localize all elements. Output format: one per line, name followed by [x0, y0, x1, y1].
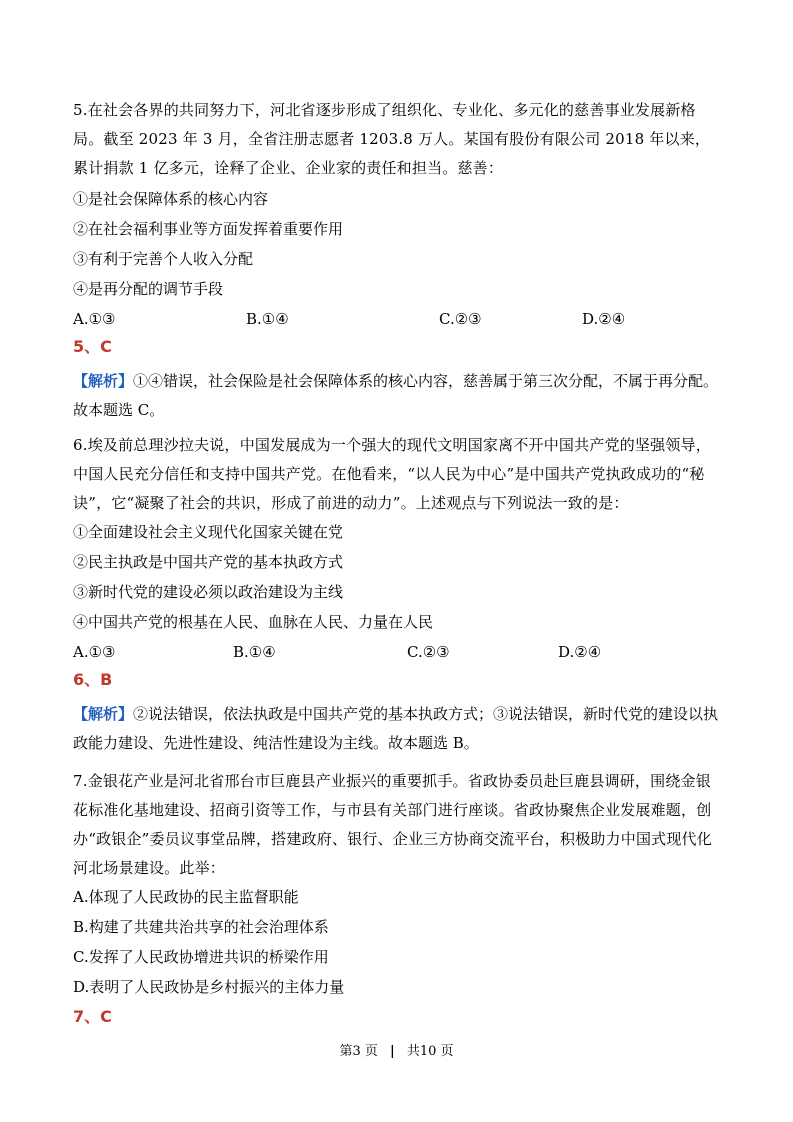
choice-c: C.②③ [439, 310, 482, 328]
choice-row [73, 642, 725, 670]
current-page: 第3 页 [339, 1044, 378, 1059]
answer-label: 5、C [73, 337, 112, 356]
choice-row [73, 309, 725, 337]
statement-item: ②民主执政是中国共产党的基本执政方式 [73, 553, 344, 571]
statement-item: ④是再分配的调节手段 [73, 280, 224, 298]
choice-d: D.②④ [582, 310, 626, 328]
answer-label: 7、C [73, 1007, 112, 1026]
choice-a: A.①③ [73, 643, 116, 661]
statement-item: ④中国共产党的根基在人民、血脉在人民、力量在人民 [73, 613, 434, 631]
footer-separator: | [389, 1044, 395, 1059]
answer-label: 6、B [73, 670, 113, 689]
question-6 [73, 431, 725, 758]
option-c: C.发挥了人民政协增进共识的桥梁作用 [73, 948, 329, 966]
option-b: B.构建了共建共治共享的社会治理体系 [73, 918, 329, 936]
question-7 [73, 767, 725, 1037]
statement-item: ③新时代党的建设必须以政治建设为主线 [73, 583, 344, 601]
analysis-text [73, 367, 725, 425]
analysis-body: ①④错误，社会保险是社会保障体系的核心内容，慈善属于第三次分配，不属于再分配。故本题选 C。 [73, 372, 719, 419]
statement-item: ②在社会福利事业等方面发挥着重要作用 [73, 220, 344, 238]
analysis-tag: 【解析】 [73, 372, 134, 390]
option-d: D.表明了人民政协是乡村振兴的主体力量 [73, 978, 345, 996]
question-5 [73, 96, 725, 425]
total-pages: 共10 页 [406, 1044, 454, 1059]
statement-item: ①全面建设社会主义现代化国家关键在党 [73, 523, 344, 541]
statement-item: ③有利于完善个人收入分配 [73, 250, 254, 268]
question-stem: 6.埃及前总理沙拉夫说，中国发展成为一个强大的现代文明国家离不开中国共产党的坚强领导，中国人民充分信任和支持中国共产党。在他看来，“以人民为中心”是中国共产党执政成功的“秘诀”，它“凝聚了社会的共识，形成了前进的动力”。上述观点与下列说法一致的是： [73, 436, 711, 512]
statement-item: ①是社会保障体系的核心内容 [73, 190, 269, 208]
choice-c: C.②③ [407, 643, 450, 661]
choice-b: B.①④ [233, 643, 276, 661]
analysis-body: ②说法错误，依法执政是中国共产党的基本执政方式；③说法错误，新时代党的建设以执政能力建设、先进性建设、纯洁性建设为主线。故本题选 B。 [73, 705, 719, 752]
choice-d: D.②④ [558, 643, 602, 661]
analysis-text [73, 700, 725, 758]
choice-a: A.①③ [73, 310, 116, 328]
question-stem: 7.金银花产业是河北省邢台市巨鹿县产业振兴的重要抓手。省政协委员赴巨鹿县调研，围绕金银花标准化基地建设、招商引资等工作，与市县有关部门进行座谈。省政协聚焦企业发展难题，创办“政银企”委员议事堂品牌，搭建政府、银行、企业三方协商交流平台，积极助力中国式现代化河北场景建设。此举： [73, 772, 712, 877]
option-a: A.体现了人民政协的民主监督职能 [73, 888, 299, 906]
choice-b: B.①④ [246, 310, 289, 328]
question-stem: 5.在社会各界的共同努力下，河北省逐步形成了组织化、专业化、多元化的慈善事业发展新格局。截至 2023 年 3 月，全省注册志愿者 1203.8 万人。某国有股份有限公司 2018 年以来，累计捐款 1 亿多元，诠释了企业、企业家的责任和担当。慈善： [73, 101, 711, 177]
page-footer [0, 1040, 793, 1059]
analysis-tag: 【解析】 [73, 705, 134, 723]
